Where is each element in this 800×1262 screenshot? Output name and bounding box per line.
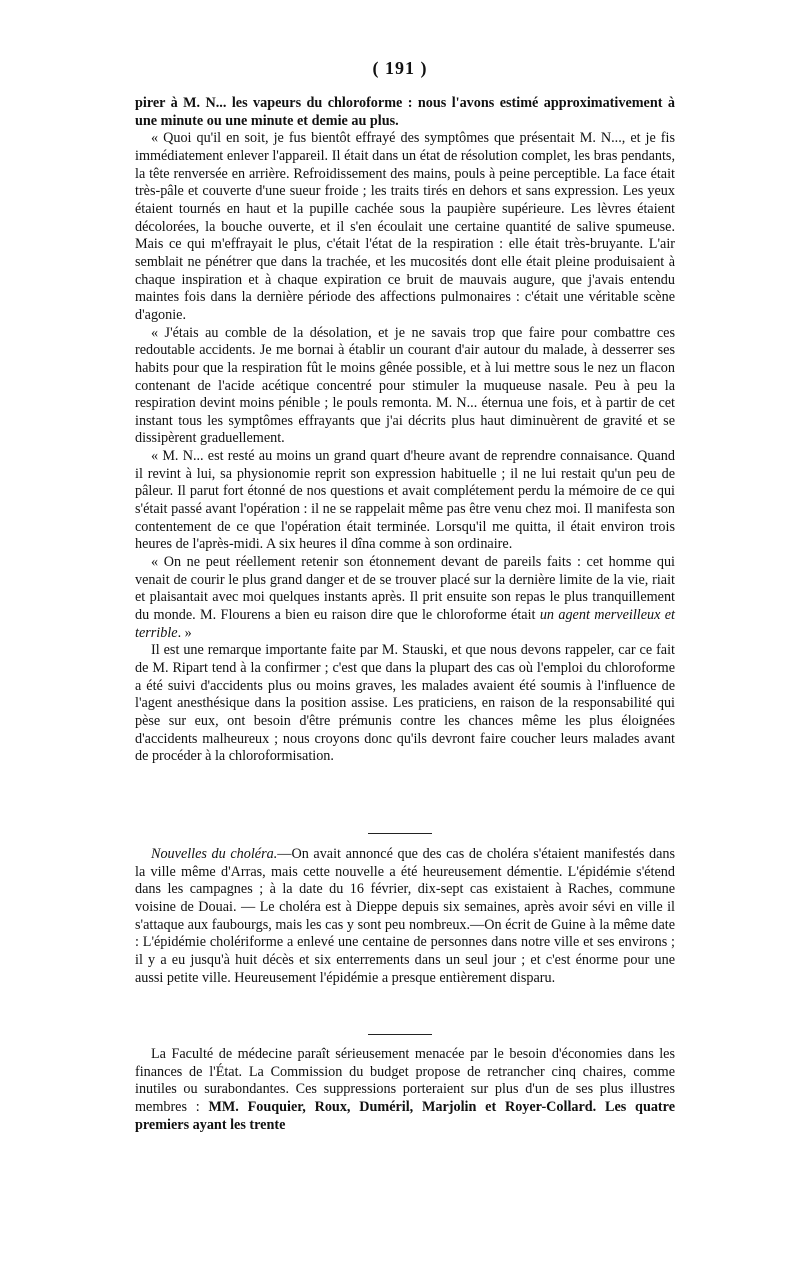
cholera-text: On avait annoncé que des cas de choléra s'étaient manifestés dans la ville même d'Arras, mais cette nouvelle a été heureusement démentie. L'épidémie s'étend dans les campagnes ; à la date du 16 février, dix-sept cas existaient à Raches, commune voisine de Douai. — Le choléra est à Dieppe depuis six semaines, après avoir sévi en ville il s'attaque aux faubourgs, mais les cas y sont peu nombreux.—On écrit de Guine à la même date : L'épidémie cholériforme a enlevé une centaine de personnes dans notre ville et ses environs ; il y a eu jusqu'à huit décès et six enterrements dans un seul jour ; et c'est énorme pour une aussi petite ville. Heureusement l'épidémie a presque entièrement disparu.	[135, 846, 676, 986]
paragraph-faculty	[135, 1046, 675, 1134]
article-faculty	[135, 1046, 675, 1134]
cholera-dash: —	[277, 846, 292, 862]
paragraph-cholera	[135, 846, 675, 987]
faculty-names: MM. Fouquier, Roux, Duméril, Marjolin et Royer-Collard. Les quatre premiers ayant les trente	[135, 1098, 675, 1133]
section-divider	[368, 1034, 432, 1035]
paragraph-treatment: « J'étais au comble de la désolation, et je ne savais trop que faire pour combattre ces redoutable accidents. Je me bornai à établir un courant d'air autour du malade, à desserrer ses habits pour que la respiration fût le moins gênée possible, et à lui mettre sous le nez un flacon contenant de l'acide acétique concentré pour stimuler la muqueuse nasale. Peu à peu la respiration devint moins pénible ; le pouls remonta. M. N... éternua une fois, et à partir de cet instant tous les symptômes effrayants que j'ai décrits plus haut diminuèrent de gravité et se dissipèrent graduellement.	[135, 324, 675, 447]
quote-end: . »	[177, 624, 192, 641]
faculty-text: La Faculté de médecine paraît sérieusement menacée par le besoin d'économies dans les finances de l'État. La Commission du budget propose de retrancher cinq chaires, comme inutiles ou surabondantes. Ces suppressions porteraient sur plus d'un de ses plus illustres membres :	[135, 1046, 675, 1115]
paragraph-remark: Il est une remarque importante faite par M. Stauski, et que nous devons rappeler, car ce fait de M. Ripart tend à la confirmer ; c'est que dans la plupart des cas où l'emploi du chloroforme a été suivi d'accidents plus ou moins graves, les malades avaient été soumis à l'influence de l'agent anesthésique dans la position assise. Les praticiens, en raison de la responsabilité qui pèse sur eux, ont besoin d'être prémunis contre les chances même les plus éloignées d'accidents malheureux ; nous croyons donc qu'ils devront faire coucher leurs malades avant de procéder à la chloroformisation.	[135, 642, 675, 765]
page-number: ( 191 )	[372, 58, 428, 78]
section-divider	[368, 833, 432, 834]
article-chloroform	[135, 95, 675, 766]
paragraph-recovery: « M. N... est resté au moins un grand quart d'heure avant de reprendre connaisance. Quand il revint à lui, sa physionomie reprit son expression habituelle ; il ne lui restait qu'un peu de pâleur. Il parut fort étonné de nos questions et avait complétement perdu la mémoire de ce qui s'était passé avant l'opération : il ne se rappelait même pas être venu chez moi. Il manifesta son contentement de ce que l'opération était terminée. Lorsqu'il me quitta, il était environ trois heures de l'après-midi. A six heures il dîna comme à son ordinaire.	[135, 448, 675, 553]
cholera-heading: Nouvelles du choléra.	[151, 846, 278, 862]
paragraph-symptoms: « Quoi qu'il en soit, je fus bientôt effrayé des symptômes que présentait M. N..., et je fis immédiatement enlever l'appareil. Il était dans un état de résolution complet, les bras pendants, la tête renversée en arrière. Refroidissement des mains, pouls à peine perceptible. La face était très-pâle et couverte d'une sueur froide ; les traits tirés en dehors et sans expression. Les yeux étaient tournés en haut et la pupille cachée sous la paupière supérieure. Les lèvres étaient décolorées, la bouche ouverte, et il s'en écoulait une certaine quantité de salive spumeuse. Mais ce qui m'effrayait le plus, c'était l'état de la respiration : elle était très-bruyante. L'air semblait ne pénétrer que dans la trachée, et les mucosités dont elle était pleine produisaient à chaque inspiration et à chaque expiration ce bruit de mauvais augure, que j'avais entendu maintes fois dans la dernière période des affections pulmonaires : c'était une véritable scène d'agonie.	[135, 130, 675, 323]
quote-text: « On ne peut réellement retenir son étonnement devant de pareils faits : cet homme qui venait de courir le plus grand danger et de se trouver placé sur la dernière limite de la vie, riait et plaisantait avec moi quelques instants après. Il prit ensuite son repas le plus tranquillement du monde. M. Flourens a bien eu raison dire que le chloroforme était	[135, 554, 675, 624]
paragraph-continued: pirer à M. N... les vapeurs du chloroforme : nous l'avons estimé approximativement à une minute ou une minute et demie au plus.	[135, 95, 675, 129]
quote-italic: un agent merveilleux et terrible	[135, 607, 675, 641]
article-cholera	[135, 846, 675, 987]
paragraph-astonishment	[135, 554, 675, 642]
